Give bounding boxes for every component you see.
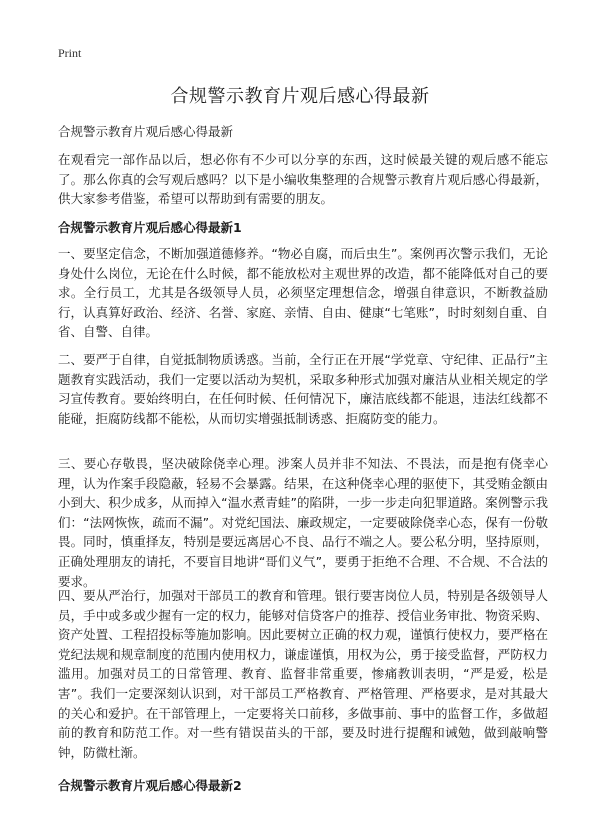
paragraph-4: 四、要从严治行，加强对干部员工的教育和管理。银行要害岗位人员，特别是各级领导人员，手中或多或少握有一定的权力，能够对信贷客户的推荐、授信业务审批、物资采购、资产处置、工程招投标等施加影响。因此要树立正确的权力观，谨慎行使权力，要严格在党纪法规和规章制度的范围内使用权力，谦虚谨慎，用权为公，勇于接受监督，严防权力滥用。加强对员工的日常管理、教育、监督非常重要，惨痛教训表明，“严是爱，松是害”。我们一定要深刻认识到，对干部员工严格教育、严格管理、严格要求，是对其最大的关心和爱护。在干部管理上，一定要将关口前移，多做事前、事中的监督工作，多做超前的教育和防范工作。对一些有错误苗头的干部，要及时进行提醒和诫勉，做到敲响警钟，防微杜渐。 (58, 588, 548, 760)
section-heading-2: 合规警示教育片观后感心得最新2 (58, 778, 242, 793)
print-label: Print (58, 46, 82, 60)
paragraph-2: 二、要严于自律，自觉抵制物质诱惑。当前，全行正在开展“学党章、守纪律、正品行”主题教育实践活动，我们一定要以活动为契机，采取多种形式加强对廉洁从业相关规定的学习宣传教育。要始终明白，在任何时候、任何情况下，廉洁底线都不能退，违法红线都不能碰，拒腐防线都不能松，从而切实增强抵制诱惑、拒腐防变的能力。 (58, 352, 548, 426)
document-subtitle: 合规警示教育片观后感心得最新 (58, 124, 234, 139)
page-title: 合规警示教育片观后感心得最新 (170, 86, 430, 107)
intro-paragraph: 在观看完一部作品以后，想必你有不少可以分享的东西，这时候最关键的观后感不能忘了。那么你真的会写观后感吗？以下是小编收集整理的合规警示教育片观后感心得最新，供大家参考借鉴，希望可以帮助到有需要的朋友。 (58, 152, 548, 207)
section-heading-1: 合规警示教育片观后感心得最新1 (58, 220, 242, 235)
paragraph-1: 一、要坚定信念，不断加强道德修养。“物必自腐，而后虫生”。案例再次警示我们，无论身处什么岗位，无论在什么时候，都不能放松对主观世界的改造，都不能降低对自己的要求。全行员工，尤其是各级领导人员，必须坚定理想信念，增强自律意识，不断教益励行，认真算好政治、经济、名誉、家庭、亲情、自由、健康“七笔账”，时时刻刻自重、自省、自警、自律。 (58, 246, 548, 340)
paragraph-3: 三、要心存敬畏，坚决破除侥幸心理。涉案人员并非不知法、不畏法，而是抱有侥幸心理，认为作案手段隐蔽，轻易不会暴露。结果，在这种侥幸心理的驱使下，其受贿金额由小到大、积少成多，从而掉入“温水煮青蛙”的陷阱，一步一步走向犯罪道路。案例警示我们：“法网恢恢，疏而不漏”。对党纪国法、廉政规定，一定要破除侥幸心态，保有一份敬畏。同时，慎重择友，特别是要远离居心不良、品行不端之人。要公私分明，坚持原则，正确处理朋友的请托，不要盲目地讲“哥们义气”，要勇于拒绝不合理、不合规、不合法的要求。 (58, 456, 548, 589)
